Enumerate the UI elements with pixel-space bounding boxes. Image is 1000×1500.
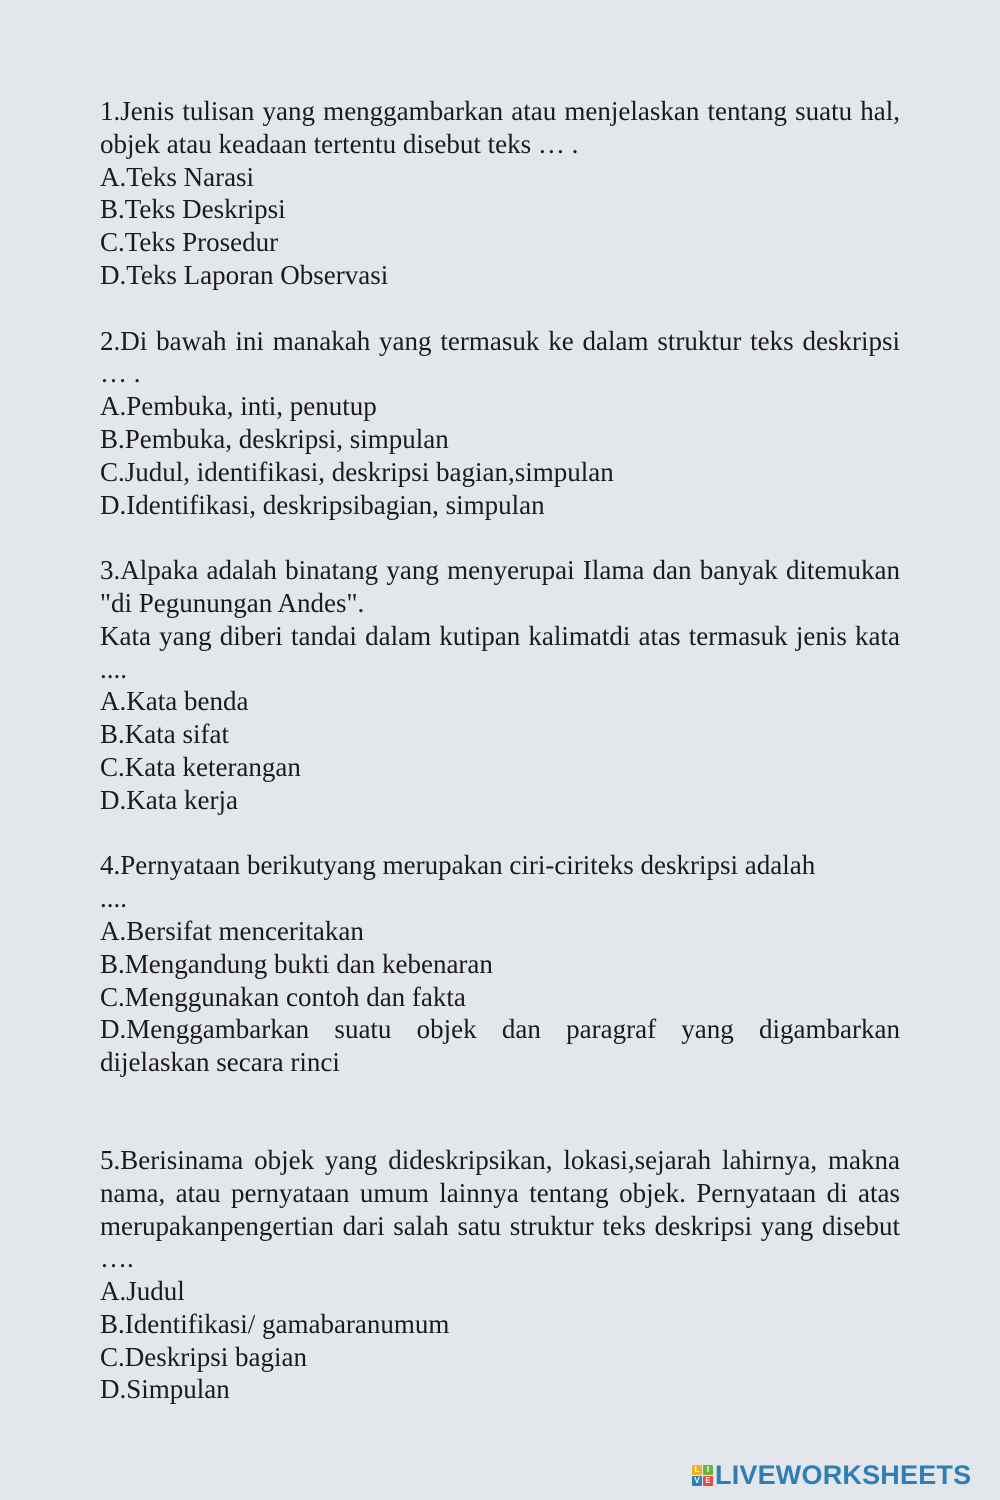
- spacer: [100, 521, 900, 554]
- question-5-option-c[interactable]: C.Deskripsi bagian: [100, 1341, 307, 1372]
- question-2-option-d[interactable]: D.Identifikasi, deskripsibagian, simpulan: [100, 489, 545, 520]
- question-1-line-2: objek atau keadaan tertentu disebut teks … .: [100, 128, 579, 159]
- question-3-line-4: ....: [100, 653, 127, 684]
- question-1: [100, 95, 900, 292]
- question-1-option-b[interactable]: B.Teks Deskripsi: [100, 194, 286, 225]
- question-2-line-2: … .: [100, 358, 141, 389]
- question-3-option-b[interactable]: B.Kata sifat: [100, 719, 229, 750]
- question-5-option-d[interactable]: D.Simpulan: [100, 1374, 230, 1405]
- question-3: [100, 554, 900, 816]
- question-4: [100, 849, 900, 1079]
- question-4-line-1: 4.Pernyataan berikutyang merupakan ciri-ciriteks deskripsi adalah: [100, 850, 816, 881]
- question-1-option-d[interactable]: D.Teks Laporan Observasi: [100, 259, 389, 290]
- question-2-option-b[interactable]: B.Pembuka, deskripsi, simpulan: [100, 423, 449, 454]
- question-4-option-d-continued: dijelaskan secara rinci: [100, 1047, 340, 1078]
- question-4-line-2: ....: [100, 883, 127, 914]
- question-2-line-1: 2.Di bawah ini manakah yang termasuk ke dalam struktur teks deskripsi: [100, 325, 900, 356]
- question-5-option-b[interactable]: B.Identifikasi/ gamabaranumum: [100, 1308, 450, 1339]
- question-5-option-a[interactable]: A.Judul: [100, 1276, 185, 1307]
- logo-letter: L: [692, 1465, 702, 1475]
- question-2-option-c[interactable]: C.Judul, identifikasi, deskripsi bagian,simpulan: [100, 456, 614, 487]
- question-3-line-2: "di Pegunungan Andes".: [100, 587, 365, 618]
- question-2: [100, 325, 900, 522]
- question-1-line-1: 1.Jenis tulisan yang menggambarkan atau menjelaskan tentang suatu hal,: [100, 96, 900, 126]
- question-1-option-a[interactable]: A.Teks Narasi: [100, 161, 255, 192]
- liveworksheets-logo-icon: [692, 1465, 712, 1485]
- question-1-option-c[interactable]: C.Teks Prosedur: [100, 227, 279, 258]
- question-3-option-d[interactable]: D.Kata kerja: [100, 784, 238, 815]
- spacer: [100, 1079, 900, 1144]
- question-4-option-c[interactable]: C.Menggunakan contoh dan fakta: [100, 981, 466, 1012]
- worksheet: [100, 95, 900, 1406]
- question-3-option-a[interactable]: A.Kata benda: [100, 686, 249, 717]
- liveworksheets-logo-text: LIVEWORKSHEETS: [715, 1459, 972, 1490]
- question-3-line-1: 3.Alpaka adalah binatang yang menyerupai Ilama dan banyak ditemukan: [100, 555, 900, 586]
- logo-letter: E: [703, 1476, 713, 1486]
- spacer: [100, 292, 900, 325]
- question-4-option-a[interactable]: A.Bersifat menceritakan: [100, 915, 364, 946]
- logo-letter: I: [703, 1465, 713, 1475]
- question-5-line-1: 5.Berisinama objek yang dideskripsikan, lokasi,sejarah lahirnya, makna: [100, 1144, 900, 1175]
- question-4-option-d[interactable]: D.Menggambarkan suatu objek dan paragraf yang digambarkan: [100, 1014, 900, 1045]
- question-3-option-c[interactable]: C.Kata keterangan: [100, 751, 301, 782]
- question-5: [100, 1144, 900, 1406]
- spacer: [100, 817, 900, 850]
- question-3-line-3: Kata yang diberi tandai dalam kutipan kalimatdi atas termasuk jenis kata: [100, 620, 900, 651]
- logo-letter: V: [692, 1476, 702, 1486]
- question-5-line-2: nama, atau pernyataan umum lainnya tentang objek. Pernyataan di atas: [100, 1177, 900, 1208]
- question-2-option-a[interactable]: A.Pembuka, inti, penutup: [100, 391, 377, 422]
- question-5-line-3: merupakanpengertian dari salah satu struktur teks deskripsi yang disebut: [100, 1210, 900, 1241]
- liveworksheets-watermark: [692, 1459, 971, 1491]
- question-4-option-b[interactable]: B.Mengandung bukti dan kebenaran: [100, 948, 493, 979]
- question-5-line-4: ….: [100, 1243, 134, 1274]
